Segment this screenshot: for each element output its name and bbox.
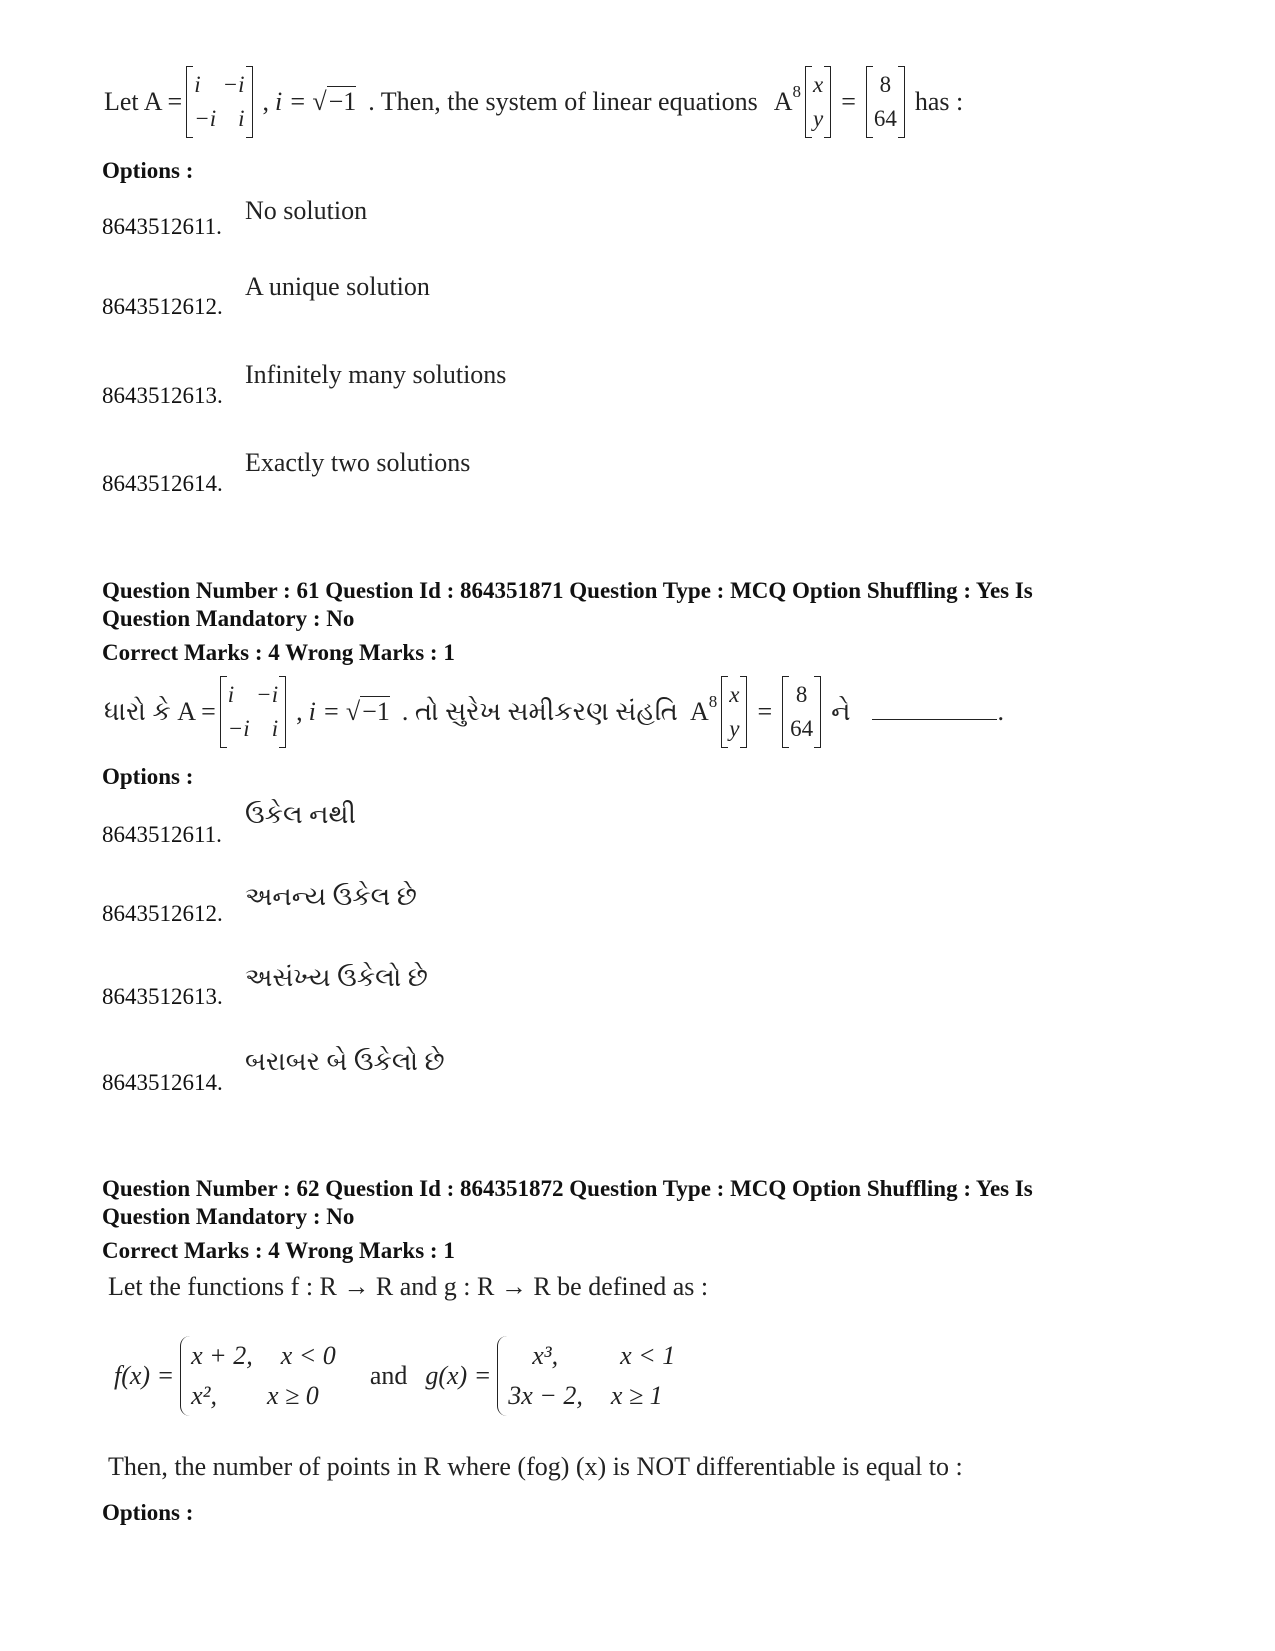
q61-marks: Correct Marks : 4 Wrong Marks : 1	[102, 640, 455, 665]
q61-option-1-id: 8643512611.	[102, 822, 222, 847]
q61-eq: =	[757, 697, 773, 726]
q60-option-2-text: A unique solution	[245, 272, 430, 301]
q61-vec-lhs	[721, 676, 747, 748]
q62-f-case1-cond: x < 0	[280, 1341, 336, 1370]
q61-r2: 64	[790, 716, 814, 741]
q60-eq: =	[841, 87, 856, 116]
q61-end: .	[997, 697, 1004, 726]
q62-question: Then, the number of points in R where (fog) (x) is NOT differentiable is equal to :	[108, 1452, 963, 1481]
q60-y: y	[812, 106, 824, 131]
q61-option-2-id: 8643512612.	[102, 901, 223, 926]
q60-option-1-text: No solution	[245, 196, 368, 225]
q60-matrix-a	[186, 66, 252, 138]
q61-options-label: Options :	[102, 764, 194, 789]
q61-option-4-text: બરાબર બે ઉકેલો છે	[245, 1047, 445, 1076]
q62-f-label: f(x) =	[114, 1361, 175, 1390]
q62-f-case2-cond: x ≥ 0	[266, 1381, 319, 1410]
q62-g-case2-cond: x ≥ 1	[610, 1381, 663, 1410]
q60-m22: i	[238, 106, 245, 131]
q60-option-3-id: 8643512613.	[102, 383, 223, 408]
q61-has: ને	[831, 696, 851, 726]
q62-g-case1-cond: x < 1	[620, 1341, 676, 1370]
q61-option-3-text: અસંખ્ય ઉકેલો છે	[245, 963, 428, 992]
q60-vec-lhs	[805, 66, 831, 138]
q60-r2: 64	[873, 106, 897, 131]
q61-matrix-a	[220, 676, 286, 748]
q62-meta-line2: Question Mandatory : No	[102, 1204, 355, 1229]
q60-option-3-text: Infinitely many solutions	[245, 360, 507, 389]
q61-r1: 8	[795, 682, 808, 707]
q61-m12: −i	[256, 682, 279, 707]
q62-f-case2-expr: x²,	[191, 1381, 217, 1410]
q60-stem: Let A = i −i −i i , i = √−1 . Then, the system of linear equations A 8 x y = 8 64 has :	[104, 66, 969, 138]
q60-power: 8	[792, 82, 801, 101]
q60-m21: −i	[194, 106, 217, 131]
q60-m12: −i	[222, 72, 245, 97]
q61-power: 8	[708, 692, 718, 711]
q60-i-def: i =	[275, 87, 307, 116]
q62-f-case1-expr: x + 2,	[191, 1341, 253, 1370]
q62-g-case2-expr: 3x − 2,	[508, 1381, 583, 1410]
q62-meta-line1: Question Number : 62 Question Id : 864351872 Question Type : MCQ Option Shuffling : Yes Is	[102, 1176, 1033, 1201]
q60-has: has :	[914, 87, 964, 116]
q62-g-label: g(x) =	[425, 1361, 492, 1390]
q60-option-1-id: 8643512611.	[102, 214, 222, 239]
q62-marks: Correct Marks : 4 Wrong Marks : 1	[102, 1238, 455, 1263]
q61-vec-rhs	[782, 676, 821, 748]
q60-m11: i	[194, 72, 201, 97]
q60-sqrt-arg: −1	[328, 87, 357, 116]
q62-and: and	[369, 1361, 408, 1390]
q60-options-label: Options :	[102, 158, 194, 183]
q61-then: . તો સુરેખ સમીકરણ સંહતિ	[401, 696, 678, 726]
q60-option-4-text: Exactly two solutions	[245, 448, 471, 477]
q60-r1: 8	[879, 72, 892, 97]
q62-g-case1-expr: x³,	[532, 1341, 559, 1370]
q61-meta-line2: Question Mandatory : No	[102, 606, 355, 631]
q60-x: x	[812, 72, 824, 97]
q61-y: y	[729, 716, 740, 741]
q61-option-3-id: 8643512613.	[102, 984, 223, 1009]
q61-meta-line1: Question Number : 61 Question Id : 864351871 Question Type : MCQ Option Shuffling : Yes Is	[102, 578, 1033, 603]
q61-m11: i	[227, 682, 235, 707]
q61-sqrt-arg: −1	[362, 697, 390, 726]
q61-option-4-id: 8643512614.	[102, 1070, 223, 1095]
q62-options-label: Options :	[102, 1500, 194, 1525]
q62-g-cases	[497, 1336, 685, 1416]
q60-let: Let A =	[104, 87, 183, 116]
q61-stem: ધારો કે A = i −i −i i , i = √−1 . તો સુરેખ સમીકરણ સંહતિ A 8 x y = 8 64 ને .	[104, 676, 1004, 748]
q61-answer-blank	[872, 705, 997, 720]
q60-vec-rhs	[866, 66, 905, 138]
q61-a: A	[689, 697, 709, 726]
q61-x: x	[729, 682, 740, 707]
q60-then: . Then, the system of linear equations	[368, 87, 758, 116]
q62-f-cases	[180, 1336, 346, 1416]
q61-m22: i	[271, 716, 279, 741]
q62-intro: Let the functions f : R → R and g : R → R be defined as :	[108, 1272, 709, 1301]
q61-i-def: i =	[308, 697, 340, 726]
q61-option-2-text: અનન્ય ઉકેલ છે	[245, 882, 417, 911]
q60-option-4-id: 8643512614.	[102, 471, 223, 496]
q60-a: A	[773, 87, 793, 116]
q61-m21: −i	[227, 716, 250, 741]
q61-let: ધારો કે A =	[104, 696, 216, 726]
q60-option-2-id: 8643512612.	[102, 294, 223, 319]
q61-option-1-text: ઉકેલ નથી	[245, 800, 356, 829]
q62-functions	[114, 1336, 691, 1416]
